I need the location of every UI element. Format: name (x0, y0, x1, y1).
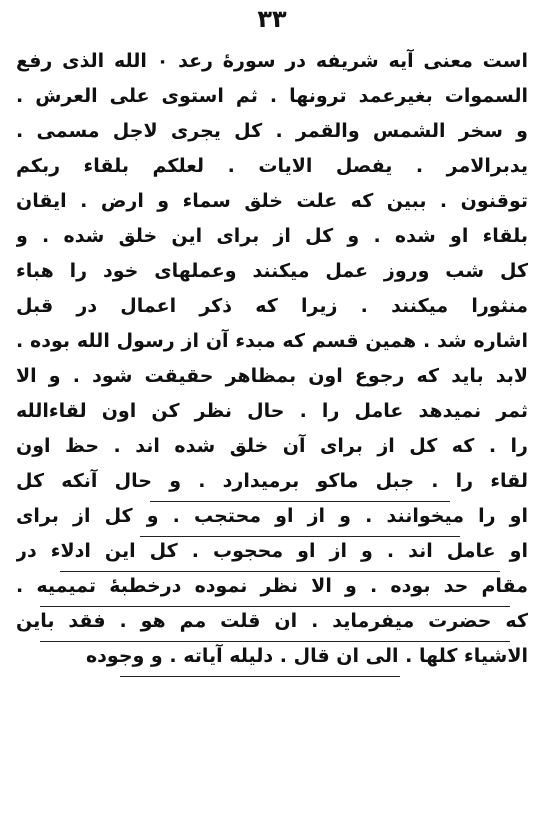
underline-mark-6 (120, 676, 400, 677)
text-line-11: ثمر نمیدهد عامل را . حال نظر کن اون لقاءالله (16, 400, 528, 422)
page-number: ۳۳ (257, 5, 287, 33)
text-line-14: او را میخوانند . و از او محتجب . و کل از برای (16, 505, 528, 527)
text-line-4: یدبرالامر . یفصل الایات . لعلکم بلقاء ربکم (16, 155, 528, 177)
text-line-6: بلقاء او شده . و کل از برای این خلق شده . و (16, 225, 528, 247)
text-line-3: و سخر الشمس والقمر . کل یجری لاجل مسمی . (16, 120, 528, 142)
underline-mark-2 (140, 536, 460, 537)
text-line-15: او عامل اند . و از او محجوب . کل این ادلاء در (16, 540, 528, 562)
underline-mark-1 (150, 501, 450, 502)
text-line-1: است معنی آیه شریفه در سورهٔ رعد ۰ الله الذی رفع (16, 50, 528, 72)
text-line-5: توقنون . ببین که علت خلق سماء و ارض . ایقان (16, 190, 528, 212)
text-line-17: که حضرت میفرماید . ان قلت مم هو . فقد باین (16, 610, 528, 632)
underline-mark-5 (40, 641, 510, 642)
text-line-12: را . که کل از برای آن خلق شده اند . حظ اون (16, 435, 528, 457)
text-line-13: لقاء را . جبل ماکو برمیدارد . و حال آنکه کل (16, 470, 528, 492)
text-line-16: مقام حد بوده . و الا نظر نموده درخطبهٔ تمیمیه . (16, 575, 528, 597)
text-line-9: اشاره شد . همین قسم که مبدء آن از رسول الله بوده . (16, 330, 528, 352)
text-line-18: الاشیاء کلها . الی ان قال . دلیله آیاته . و وجوده (85, 645, 528, 667)
text-line-2: السموات بغیرعمد ترونها . ثم استوی علی العرش . (16, 85, 528, 107)
text-line-7: کل شب وروز عمل میکنند وعملهای خود را هباء (16, 260, 528, 282)
underline-mark-3 (60, 571, 500, 572)
underline-mark-4 (40, 606, 510, 607)
text-line-10: لابد باید که رجوع اون بمظاهر حقیقت شود . و الا (16, 365, 528, 387)
body-text (16, 44, 528, 674)
text-line-8: منثورا میکنند . زیرا که ذکر اعمال در قبل (16, 295, 528, 317)
